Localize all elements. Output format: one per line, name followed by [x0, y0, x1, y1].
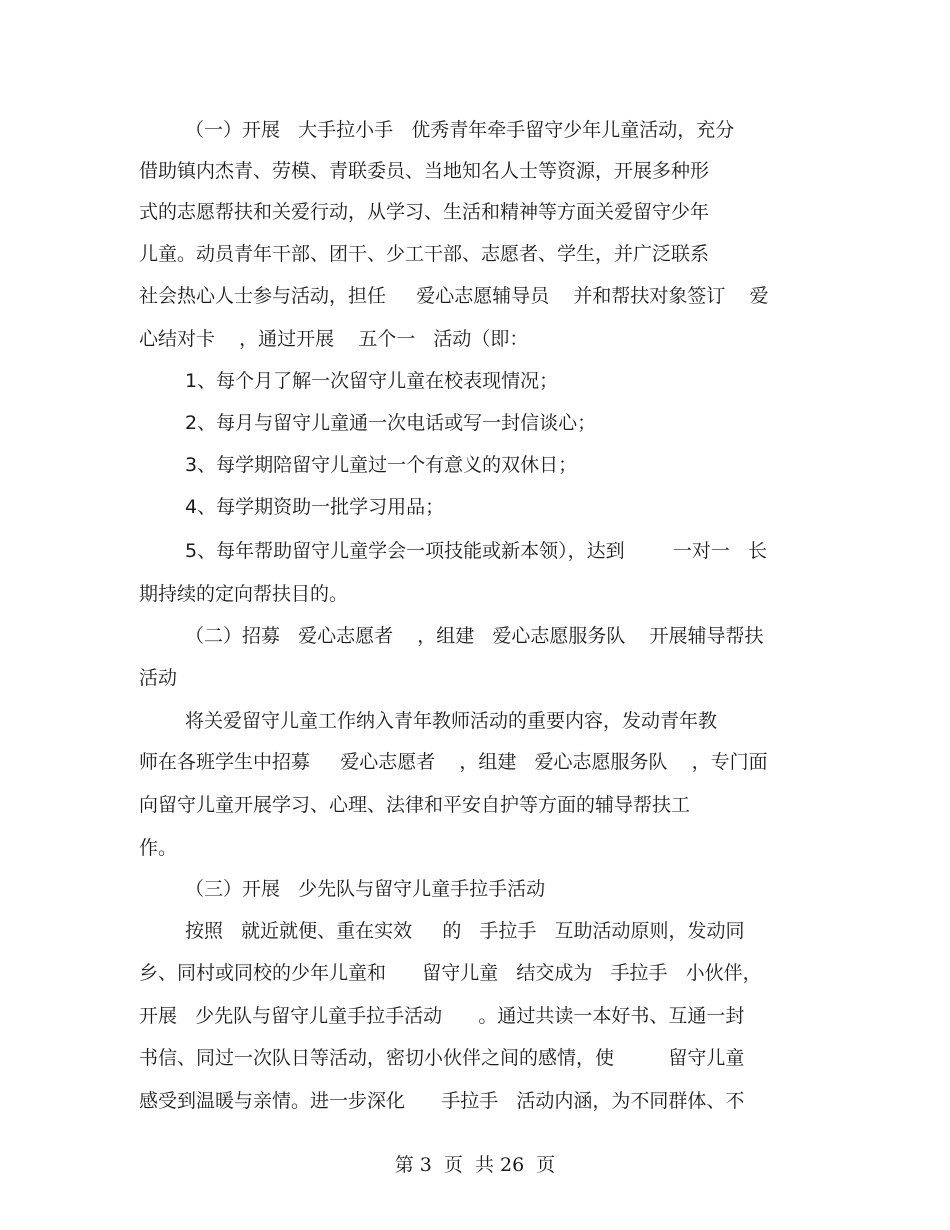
list-item: 1、每个月了解一次留守儿童在校表现情况；	[185, 370, 559, 392]
paragraph-line: 式的志愿帮扶和关爱行动，从学习、生活和精神等方面关爱留守少年	[139, 201, 710, 223]
paragraph-line: 期持续的定向帮扶目的。	[139, 583, 349, 605]
list-item: 4、每学期资助一批学习用品；	[185, 496, 445, 518]
paragraph-line: 师在各班学生中招募 爱心志愿者 ，组建 爱心志愿服务队 ，专门面	[139, 751, 768, 773]
paragraph-line: 感受到温暖与亲情。进一步深化 手拉手 活动内涵，为不同群体、不	[139, 1090, 745, 1112]
paragraph-line: 借助镇内杰青、劳模、青联委员、当地知名人士等资源，开展多种形	[139, 160, 710, 182]
paragraph-line: 乡、同村或同校的少年儿童和 留守儿童 结交成为 手拉手 小伙伴，	[139, 962, 762, 984]
paragraph-line: 书信、同过一次队日等活动，密切小伙伴之间的感情，使 留守儿童	[139, 1047, 745, 1069]
section-heading: （三）开展 少先队与留守儿童手拉手活动	[185, 878, 546, 900]
paragraph-line: 社会热心人士参与活动，担任 爱心志愿辅导员 并和帮扶对象签订 爱	[139, 285, 769, 307]
section-heading: 活动	[139, 667, 178, 689]
paragraph-line: 作。	[139, 837, 178, 859]
paragraph-line: 心结对卡 ，通过开展 五个一 活动（即：	[139, 328, 529, 350]
list-item: 3、每学期陪留守儿童过一个有意义的双休日；	[185, 454, 578, 476]
paragraph-line: 向留守儿童开展学习、心理、法律和平安自护等方面的辅导帮扶工	[139, 794, 691, 816]
list-item: 2、每月与留守儿童通一次电话或写一封信谈心；	[185, 412, 597, 434]
paragraph-line: 将关爱留守儿童工作纳入青年教师活动的重要内容，发动青年教	[185, 710, 718, 732]
section-heading: （二）招募 爱心志愿者 ，组建 爱心志愿服务队 开展辅导帮扶	[185, 625, 764, 647]
paragraph-line: 开展 少先队与留守儿童手拉手活动 。通过共读一本好书、互通一封	[139, 1005, 745, 1027]
paragraph-line: 儿童。动员青年干部、团干、少工干部、志愿者、学生，并广泛联系	[139, 243, 710, 265]
paragraph-line: （一）开展 大手拉小手 优秀青年牵手留守少年儿童活动，充分	[185, 119, 735, 141]
list-item: 5、每年帮助留守儿童学会一项技能或新本领），达到 一对一 长	[185, 540, 768, 562]
page-number: 第 3 页 共 26 页	[394, 1154, 556, 1176]
paragraph-line: 按照 就近就便、重在实效 的 手拉手 互助活动原则，发动同	[185, 920, 745, 942]
